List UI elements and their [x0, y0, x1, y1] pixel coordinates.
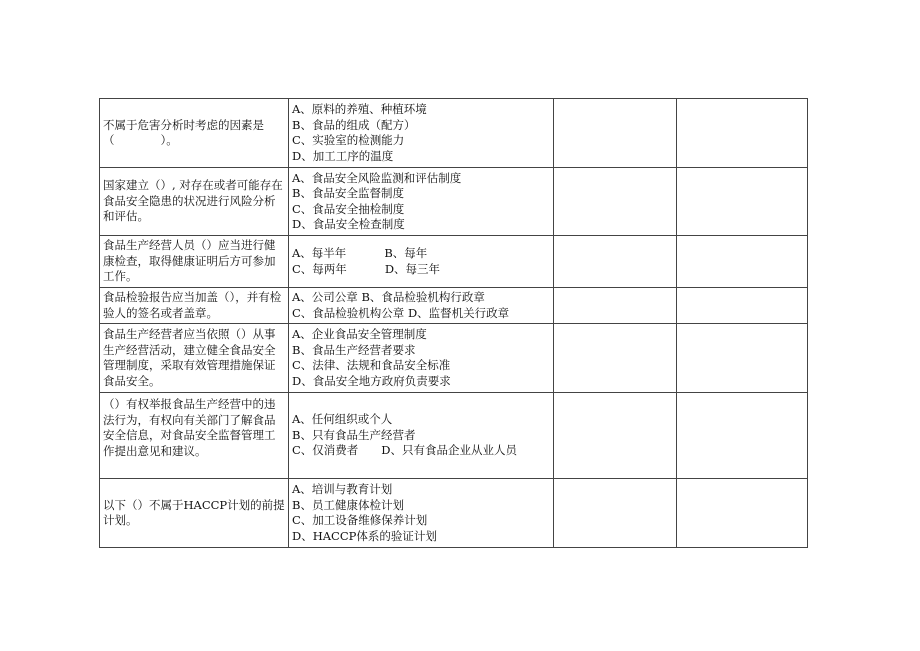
- option-c: C、加工设备维修保养计划: [292, 513, 428, 527]
- question-cell: [100, 288, 289, 324]
- option-line-1: A、公司公章 B、食品检验机构行政章: [292, 290, 485, 304]
- option-b: B、员工健康体检计划: [292, 497, 404, 512]
- options-cell: [289, 168, 554, 236]
- table-row: [100, 99, 808, 168]
- option-c: C、法律、法规和食品安全标准: [292, 358, 451, 372]
- option-c: C、食品安全抽检制度: [292, 201, 405, 216]
- option-row-cd: [292, 262, 550, 278]
- question-text: 食品检验报告应当加盖（），并有检验人的签名或者盖章。: [103, 290, 282, 320]
- question-cell: [100, 393, 289, 479]
- table-row: [100, 168, 808, 236]
- question-table: [99, 98, 808, 548]
- option-line-2: C、食品检验机构公章 D、监督机关行政章: [292, 305, 510, 320]
- empty-cell: [677, 479, 808, 548]
- empty-cell: [677, 168, 808, 236]
- option-d: D、食品安全检查制度: [292, 217, 405, 231]
- empty-cell: [554, 393, 677, 479]
- table-row: [100, 479, 808, 548]
- empty-cell: [554, 324, 677, 393]
- option-d: D、每三年: [384, 261, 441, 276]
- empty-cell: [677, 236, 808, 288]
- empty-cell: [677, 99, 808, 168]
- option-cd: C、仅消费者 D、只有食品企业从业人员: [292, 443, 518, 458]
- option-c: C、每两年: [292, 261, 347, 276]
- option-b: B、食品安全监督制度: [292, 186, 404, 200]
- empty-cell: [554, 479, 677, 548]
- option-c: C、实验室的检测能力: [292, 133, 405, 147]
- question-cell: [100, 324, 289, 393]
- option-a: A、任何组织或个人: [292, 412, 393, 427]
- option-a: A、食品安全风险监测和评估制度: [292, 170, 462, 185]
- option-d: D、加工工序的温度: [292, 148, 394, 163]
- options-cell: [289, 288, 554, 324]
- option-a: A、培训与教育计划: [292, 482, 393, 496]
- question-text: 食品生产经营者应当依照（）从事生产经营活动，建立健全食品安全管理制度，采取有效管理措施保证食品安全。: [103, 327, 276, 388]
- option-d: D、食品安全地方政府负责要求: [292, 373, 451, 388]
- table-row: [100, 393, 808, 479]
- options-cell: [289, 324, 554, 393]
- empty-cell: [677, 324, 808, 393]
- option-b: B、食品生产经营者要求: [292, 342, 416, 357]
- options-cell: [289, 393, 554, 479]
- table-row: [100, 324, 808, 393]
- empty-cell: [677, 393, 808, 479]
- table-row: [100, 288, 808, 324]
- empty-cell: [554, 236, 677, 288]
- question-text: 不属于危害分析时考虑的因素是（ ）。: [103, 117, 264, 147]
- options-cell: [289, 236, 554, 288]
- question-text: （）有权举报食品生产经营中的违法行为，有权向有关部门了解食品安全信息，对食品安全监督管理工作提出意见和建议。: [103, 397, 276, 458]
- option-row-ab: [292, 246, 550, 262]
- option-d: D、HACCP体系的验证计划: [292, 528, 437, 543]
- option-b: B、食品的组成（配方）: [292, 117, 416, 132]
- question-cell: [100, 479, 289, 548]
- options-cell: [289, 479, 554, 548]
- question-cell: [100, 236, 289, 288]
- option-b: B、只有食品生产经营者: [292, 427, 416, 442]
- options-cell: [289, 99, 554, 168]
- empty-cell: [554, 168, 677, 236]
- empty-cell: [554, 99, 677, 168]
- table-row: [100, 236, 808, 288]
- question-text: 食品生产经营人员（）应当进行健康检查，取得健康证明后方可参加工作。: [103, 238, 276, 284]
- option-a: A、原料的养殖、种植环境: [292, 102, 427, 116]
- empty-cell: [677, 288, 808, 324]
- question-cell: [100, 168, 289, 236]
- empty-cell: [554, 288, 677, 324]
- option-b: B、每年: [384, 246, 428, 260]
- question-text: 以下（）不属于HACCP计划的前提计划。: [103, 497, 285, 527]
- question-cell: [100, 99, 289, 168]
- option-a: A、企业食品安全管理制度: [292, 327, 427, 341]
- question-text: 国家建立（）, 对存在或者可能存在食品安全隐患的状况进行风险分析和评估。: [103, 178, 283, 224]
- option-a: A、每半年: [292, 246, 347, 260]
